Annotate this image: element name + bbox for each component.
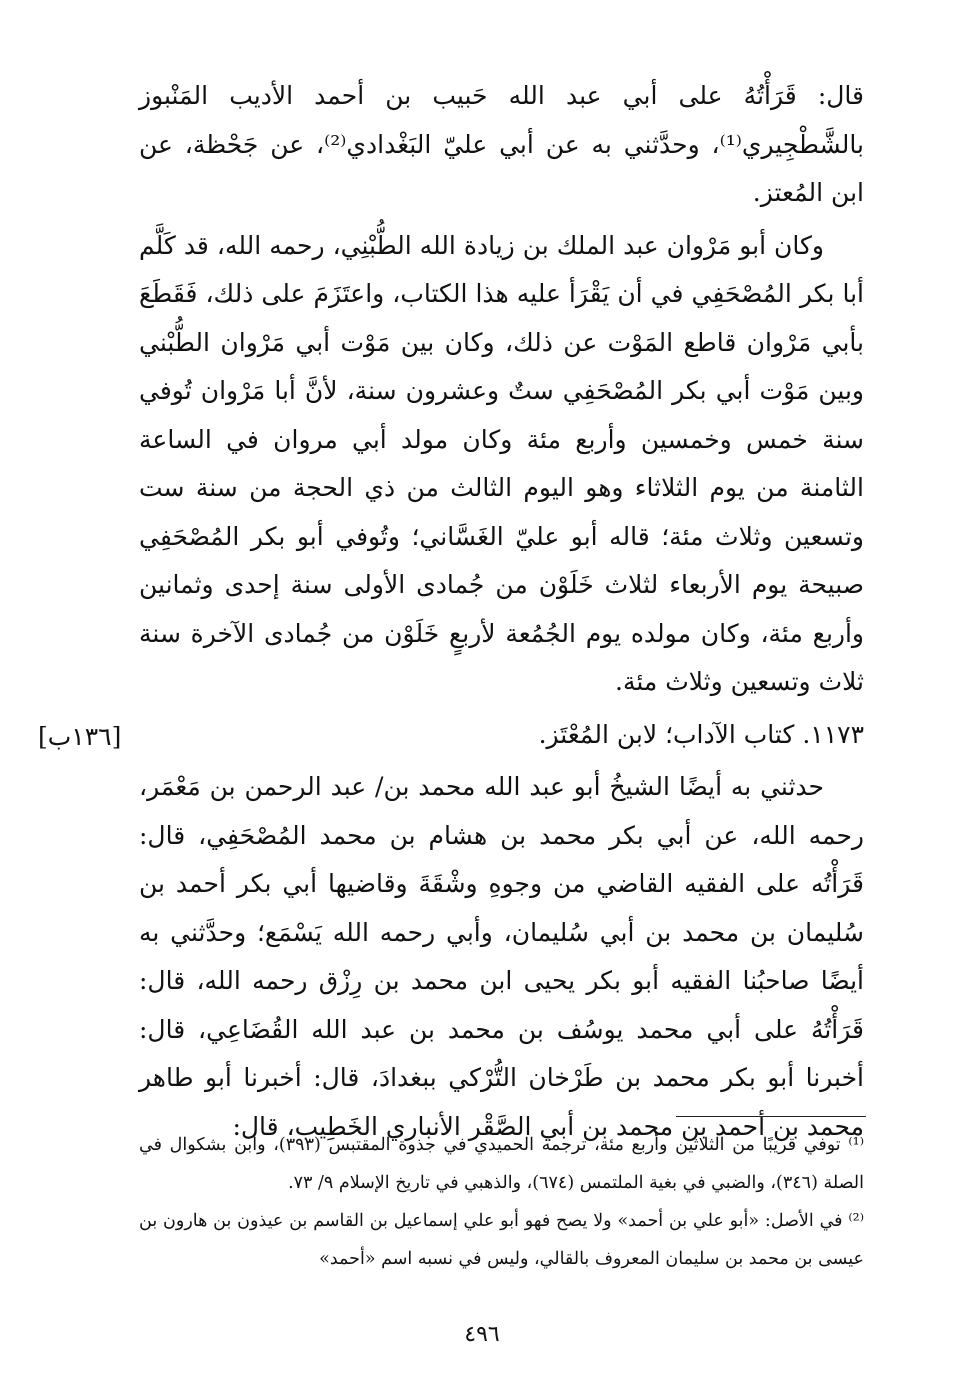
footnote-separator bbox=[676, 1116, 866, 1117]
footnote-2: ⁽²⁾ في الأصل: «أبو علي بن أحمد» ولا يصح فهو أبو علي إسماعيل بن القاسم بن عيذون بن هارون بن عيسى بن محمد بن سليمان المعروف بالقالي، وليس في نسبه اسم «أحمد» bbox=[139, 1211, 864, 1269]
page-number: ٤٩٦ bbox=[464, 1322, 500, 1347]
paragraph-1: قال: قَرَأْتُهُ على أبي عبد الله حَبيب بن أحمد الأديب المَنْبوز بالشَّطْجِيري⁽¹⁾، وحدَّثني به عن أبي عليّ البَغْدادي⁽²⁾، عن جَحْظة، عن ابن المُعتز. bbox=[139, 81, 864, 207]
footnote-1: ⁽¹⁾ توفي قريبًا من الثلاثين وأربع مئة، ترجمه الحميدي في جذوة المقتبس (٣٩٣)، وابن بشكوال في الصلة (٣٤٦)، والضبي في بغية الملتمس (٦٧٤)، والذهبي في تاريخ الإسلام ٩/ ٧٣. bbox=[139, 1135, 864, 1193]
paragraph-2: وكان أبو مَرْوان عبد الملك بن زيادة الله الطُّبْنِي، رحمه الله، قد كَلَّم أبا بكر المُصْحَفِي في أن يَقْرَأ عليه هذا الكتاب، واعتَزَمَ على ذلك، فَقَطَعَ بأبي مَرْوان قاطع المَوْت عن ذلك، وكان بين مَوْت أبي مَرْوان الطُّبْني وبين مَوْت أبي بكر المُصْحَفِي ستٌ وعشرون سنة، لأنَّ أبا مَرْوان تُوفي سنة خمس وخمسين وأربع مئة وكان مولد أبي مروان في الساعة الثامنة من يوم الثلاثاء وهو اليوم الثالث من ذي الحجة من سنة ست وتسعين وثلاث مئة؛ قاله أبو عليّ الغَسَّاني؛ وتُوفي أبو بكر المُصْحَفِي صبيحة يوم الأربعاء لثلاث خَلَوْن من جُمادى الأولى سنة إحدى وثمانين وأربع مئة، وكان مولده يوم الجُمُعة لأربعٍ خَلَوْن من جُمادى الآخرة سنة ثلاث وتسعين وثلاث مئة. bbox=[139, 230, 864, 696]
paragraph-3: حدثني به أيضًا الشيخُ أبو عبد الله محمد بن/ عبد الرحمن بن مَعْمَر، رحمه الله، عن أبي بكر محمد بن هشام بن محمد المُصْحَفِي، قال: قَرَأْتُه على الفقيه القاضي من وجوهِ وشْقَةَ وقاضيها أبي بكر أحمد بن سُليمان بن محمد بن أبي سُليمان، وأبي رحمه الله يَسْمَع؛ وحدَّثني به أيضًا صاحبُنا الفقيه أبو بكر يحيى ابن محمد بن رِزْق رحمه الله، قال: قَرَأْتُهُ على أبي محمد يوسُف بن محمد بن عبد الله القُضَاعِي، قال: أخبرنا أبو بكر محمد بن طَرْخان التُّرْكي ببغدادَ، قال: أخبرنا أبو طاهر محمد بن أحمد بن محمد بن أبي الصَّقْر الأنباري الخَطِيب، قال: bbox=[139, 772, 864, 1141]
manuscript-folio-marker: [١٣٦ب] bbox=[38, 722, 122, 751]
footnotes bbox=[139, 1126, 864, 1278]
entry-title: ١١٧٣. كتاب الآداب؛ لابن المُعْتَز. bbox=[538, 719, 864, 749]
main-text bbox=[139, 72, 864, 1151]
